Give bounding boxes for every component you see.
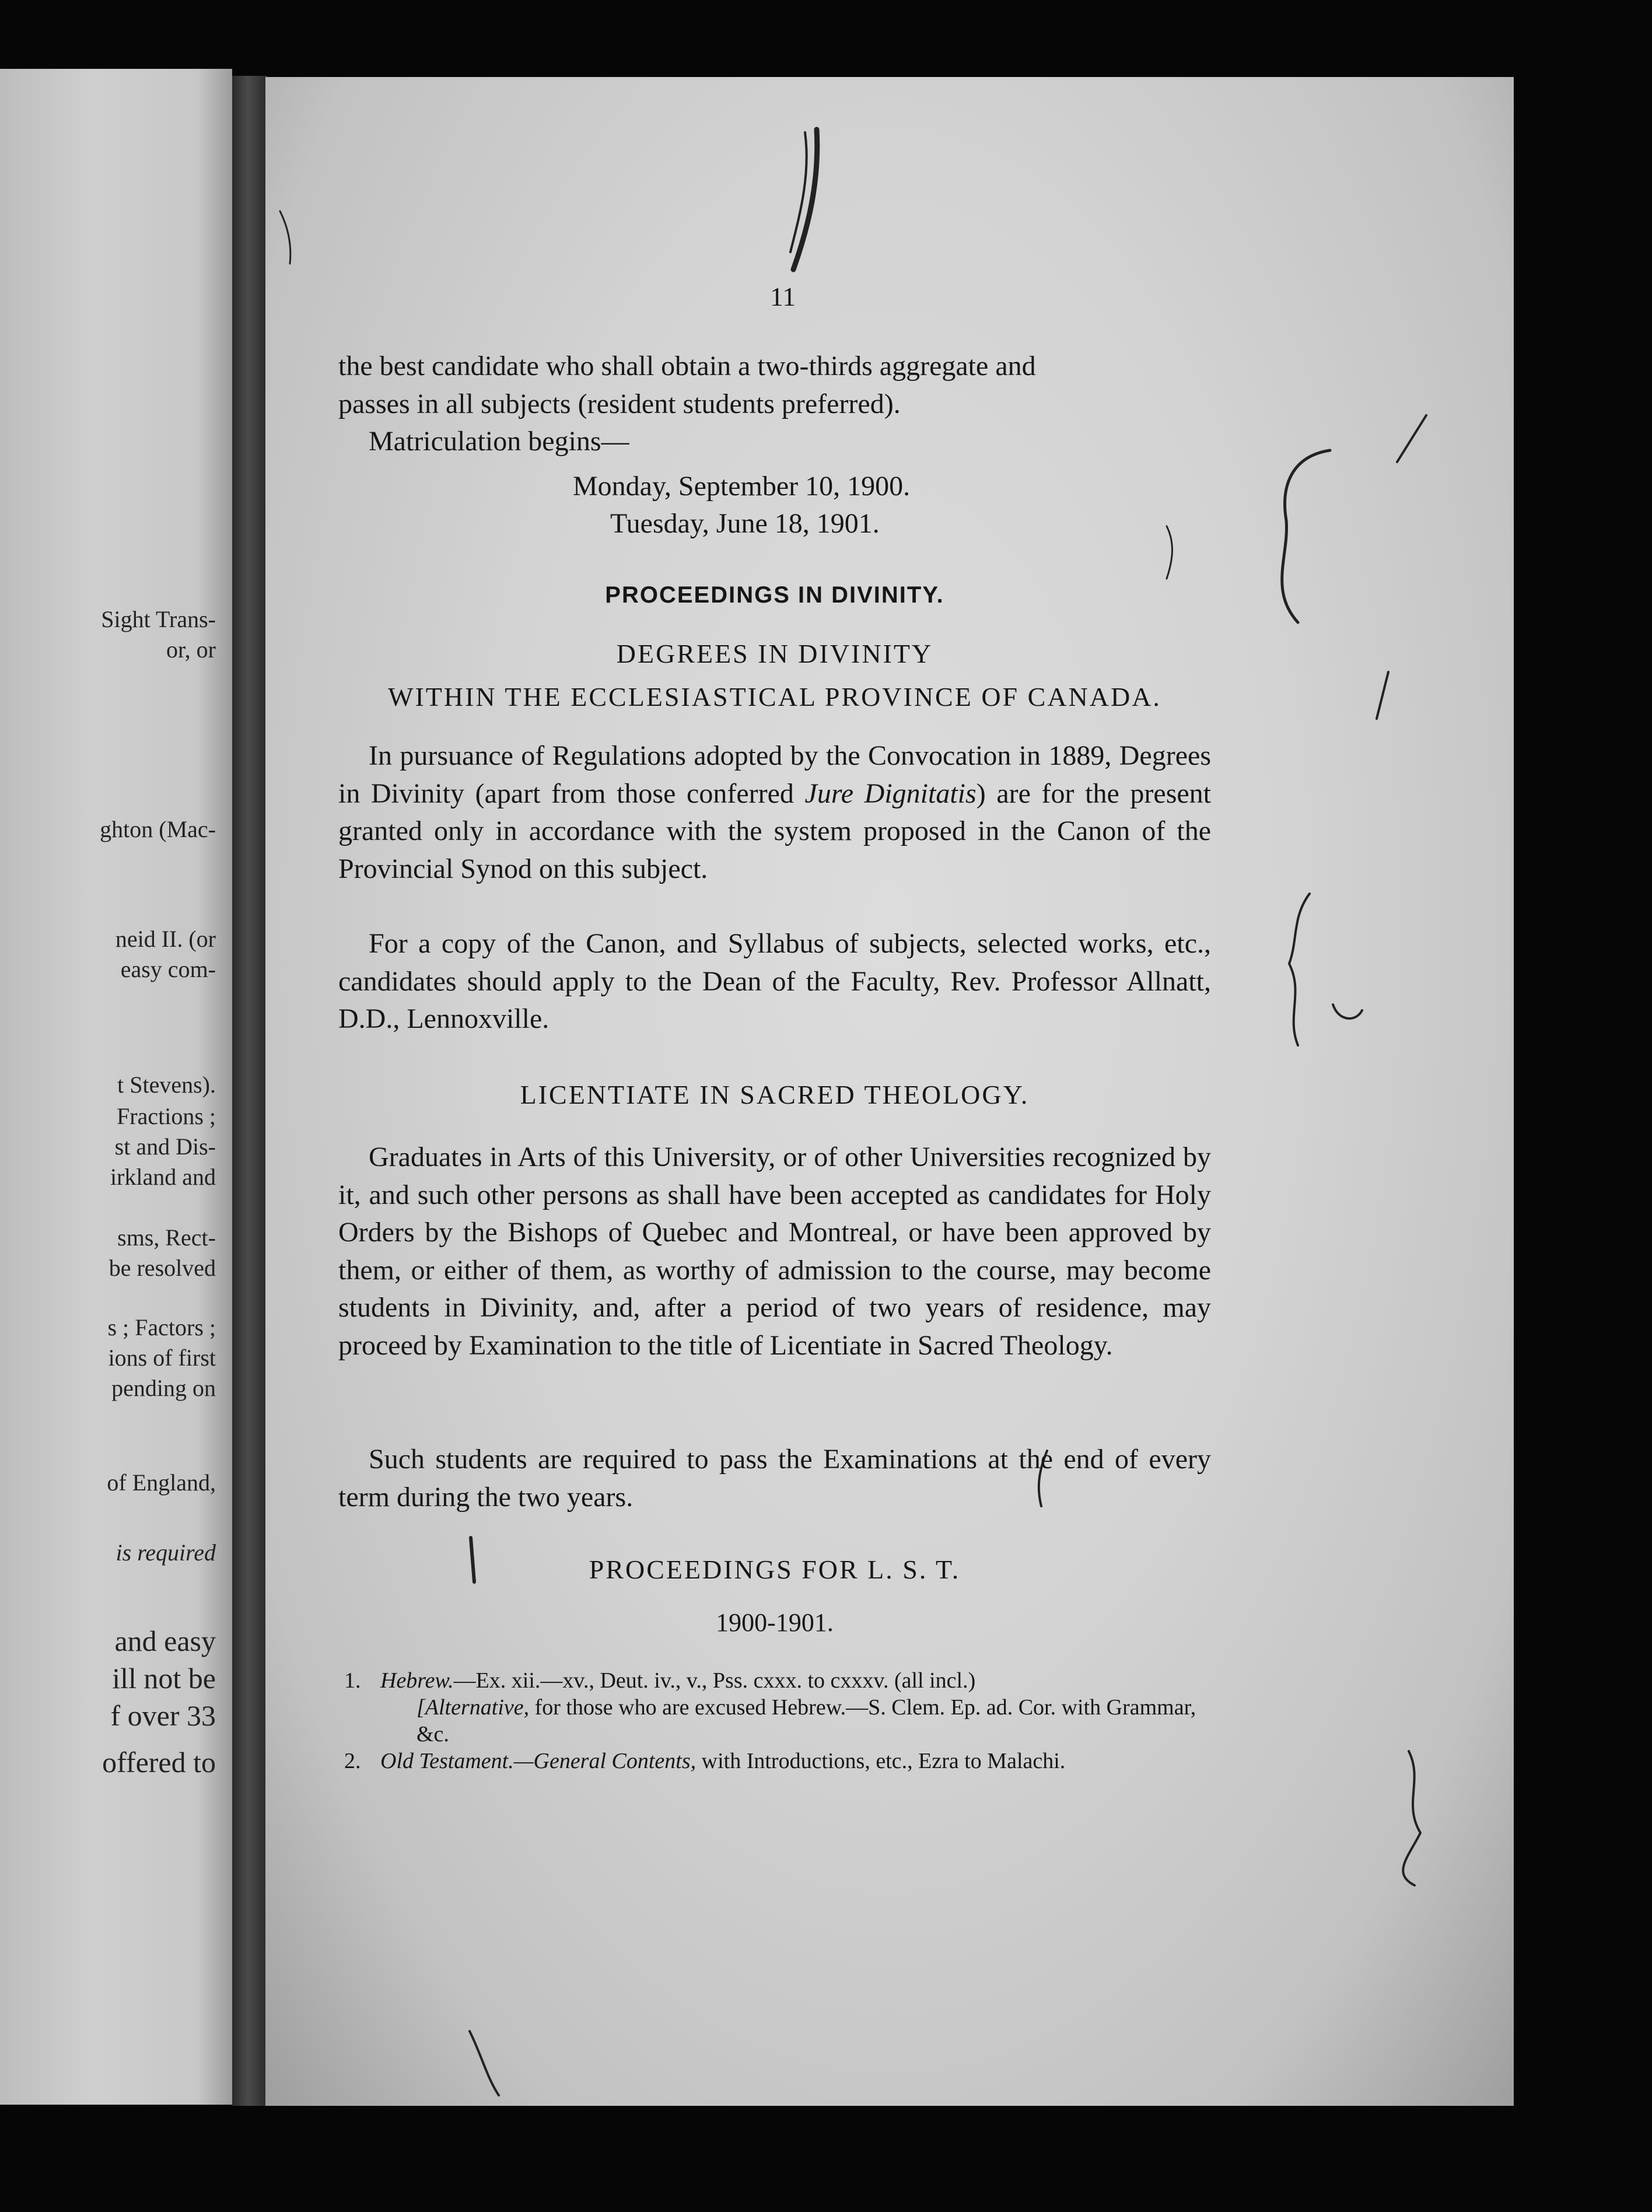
prev-fragment: Fractions ;	[117, 1103, 216, 1129]
degrees-paragraph-1	[338, 737, 1211, 888]
jure-dignitatis-text: Jure Dignitatis	[804, 778, 977, 809]
prev-fragment: irkland and	[110, 1164, 216, 1190]
opening-line: passes in all subjects (resident students preferred).	[338, 388, 901, 419]
item-number: 1.	[344, 1668, 361, 1693]
prev-fragment: of England,	[107, 1469, 216, 1496]
lst-paragraph-1-text: Graduates in Arts of this University, or of other Universities recognized by it, and such other persons as shall have been accepted as candidates for Holy Orders by the Bishops of Quebec and Montreal, or have been approved by them, or either of them, as worthy of admission to the course, may become students in Divinity, and, after a period of two years of residence, may proceed by Examination to the title of Licentiate in Sacred Theology.	[338, 1142, 1211, 1361]
item-subject: Hebrew.	[380, 1668, 454, 1693]
degrees-paragraph-2	[338, 925, 1211, 1038]
prev-fragment: Sight Trans-	[101, 606, 216, 632]
lst-paragraph-2-text: Such students are required to pass the Examinations at the end of every term during the two years.	[338, 1444, 1211, 1513]
previous-page-strip	[0, 69, 232, 2105]
lst-paragraph-2	[338, 1441, 1211, 1516]
matriculation-date: Monday, September 10, 1900.	[573, 471, 911, 502]
prev-fragment: neid II. (or	[115, 926, 216, 952]
proceedings-heading: PROCEEDINGS FOR L. S. T.	[589, 1555, 961, 1584]
matriculation-date: Tuesday, June 18, 1901.	[610, 508, 880, 539]
prev-fragment: offered to	[102, 1746, 216, 1779]
alternative-text: for those who are excused Hebrew.—S. Clem. Ep. ad. Cor. with Grammar, &c.	[416, 1695, 1196, 1746]
prev-fragment: sms, Rect-	[117, 1224, 216, 1251]
prev-fragment: easy com-	[120, 956, 216, 982]
item-text: —Ex. xii.—xv., Deut. iv., v., Pss. cxxx. to cxxxv. (all incl.)	[453, 1668, 976, 1693]
book-gutter	[232, 76, 267, 2106]
prev-fragment: or, or	[166, 636, 216, 663]
prev-fragment: s ; Factors ;	[107, 1314, 216, 1340]
page-number: 11	[770, 282, 796, 312]
item-number: 2.	[344, 1749, 361, 1773]
opening-paragraph	[338, 348, 1211, 461]
prev-fragment: f over 33	[110, 1699, 216, 1732]
item-alternative	[380, 1694, 1219, 1748]
item-text: with Introductions, etc., Ezra to Malachi.	[696, 1749, 1066, 1773]
degrees-subheading: WITHIN THE ECCLESIASTICAL PROVINCE OF CANADA.	[388, 682, 1161, 712]
degrees-heading: DEGREES IN DIVINITY	[616, 639, 933, 668]
prev-fragment: be resolved	[108, 1255, 216, 1281]
prev-fragment: ghton (Mac-	[100, 816, 216, 842]
lst-heading: LICENTIATE IN SACRED THEOLOGY.	[520, 1080, 1030, 1110]
list-item	[344, 1667, 1219, 1748]
prev-fragment: and easy	[114, 1625, 216, 1657]
prev-fragment: ill not be	[112, 1662, 216, 1695]
opening-line: the best candidate who shall obtain a two-thirds aggregate and	[338, 351, 1036, 382]
prev-fragment: t Stevens).	[117, 1072, 216, 1098]
degrees-paragraph-2-text: For a copy of the Canon, and Syllabus of subjects, selected works, etc., candidates should apply to the Dean of the Faculty, Rev. Professor Allnatt, D.D., Lennoxville.	[338, 928, 1211, 1034]
prev-fragment: ions of first	[108, 1345, 216, 1371]
prev-fragment: is required	[116, 1539, 216, 1566]
degrees-text-a: In pursuance of Regulations adopted by the Convocation in 1889, Degrees in Divinity (apart from those conferred	[338, 740, 1211, 809]
prev-fragment: st and Dis-	[114, 1133, 216, 1160]
degrees-text-b: ) are for the present granted only in accordance with the system proposed in the Canon of the Provincial Synod on this subject.	[338, 778, 1212, 884]
lst-paragraph-1	[338, 1139, 1211, 1364]
item-subject: Old Testament.—General Contents,	[380, 1749, 696, 1773]
syllabus-list	[344, 1667, 1219, 1774]
section-heading-divinity: PROCEEDINGS IN DIVINITY.	[605, 582, 944, 608]
alternative-label: [Alternative,	[416, 1695, 530, 1720]
list-item	[344, 1748, 1219, 1774]
prev-fragment: pending on	[111, 1375, 216, 1401]
matriculation-label: Matriculation begins—	[369, 426, 629, 457]
proceedings-year: 1900-1901.	[716, 1608, 834, 1637]
